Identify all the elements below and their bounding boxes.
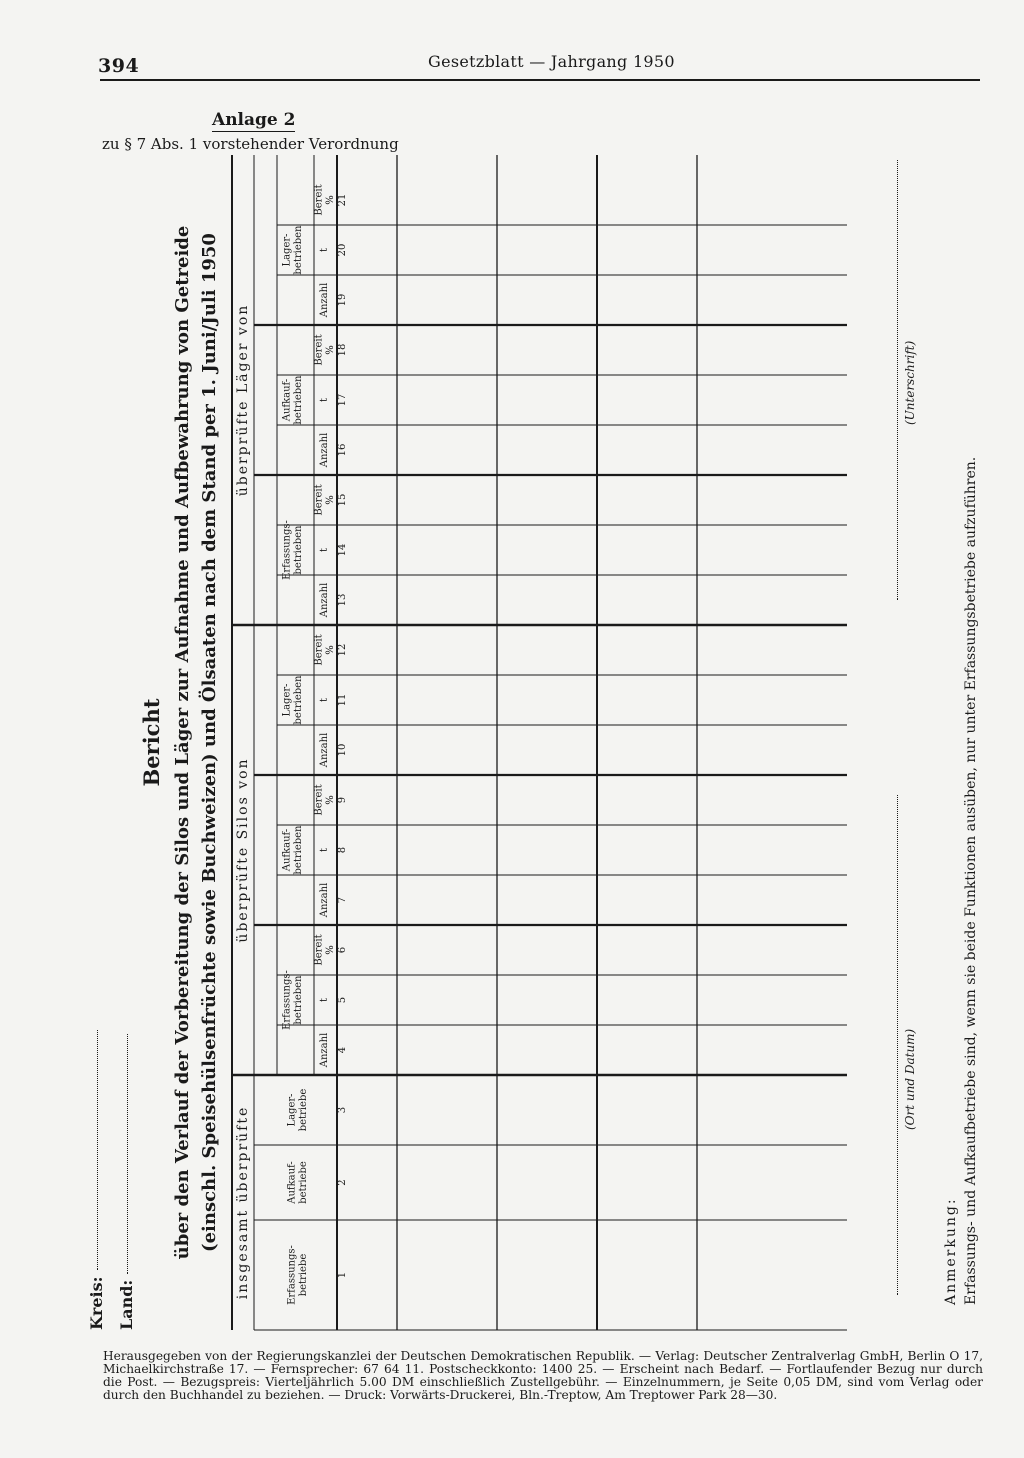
note-heading: Anmerkung: (943, 1197, 959, 1305)
column-number: 15 (337, 493, 348, 507)
column-number: 16 (337, 443, 348, 457)
column-number: 6 (337, 946, 348, 954)
subgroup-header: Erfassungs-betrieben (281, 970, 304, 1030)
running-head: Gesetzblatt — Jahrgang 1950 (428, 52, 675, 71)
column-number: 4 (337, 1046, 348, 1054)
group-header-silos: überprüfte Silos von (235, 757, 251, 943)
land-label: Land: (117, 1279, 136, 1330)
measure-header: t (319, 847, 330, 853)
measure-header: Bereit% (313, 934, 336, 966)
totals-column-header: Lager-betriebe (286, 1088, 309, 1132)
measure-header: t (319, 697, 330, 703)
column-number: 5 (337, 996, 348, 1004)
annex-title: Anlage 2 (212, 110, 296, 130)
form-title: Bericht (139, 698, 164, 787)
measure-header: Anzahl (319, 882, 330, 918)
measure-header: Anzahl (319, 732, 330, 768)
subgroup-header: Erfassungs-betrieben (281, 520, 304, 580)
page-number: 394 (98, 55, 140, 77)
signature-caption: (Unterschrift) (903, 340, 917, 425)
measure-header: t (319, 547, 330, 553)
report-form (87, 155, 997, 1330)
measure-header: Anzahl (319, 432, 330, 468)
column-number: 2 (337, 1179, 348, 1186)
measure-header: Bereit% (313, 334, 336, 366)
column-number: 21 (337, 193, 348, 207)
column-number: 20 (337, 243, 348, 257)
column-number: 11 (337, 693, 348, 707)
column-number: 13 (337, 593, 348, 607)
column-number: 1 (337, 1271, 348, 1279)
totals-column-header: Aufkauf-betriebe (286, 1161, 309, 1204)
signature-dotted-line (897, 160, 898, 600)
annex-reference: zu § 7 Abs. 1 vorstehender Verordnung (102, 135, 399, 153)
form-subtitle-line-1: über den Verlauf der Vorbereitung der Silos und Läger zur Aufnahme und Aufbewahrung von Getreide (172, 225, 193, 1260)
column-number: 18 (337, 343, 348, 357)
column-number: 14 (337, 543, 348, 557)
column-number: 12 (337, 643, 348, 657)
measure-header: Anzahl (319, 1032, 330, 1068)
column-number: 19 (337, 293, 348, 307)
measure-header: Anzahl (319, 582, 330, 618)
totals-column-header: Erfassungs-betriebe (286, 1245, 309, 1305)
column-number: 3 (337, 1106, 348, 1114)
measure-header: Bereit% (313, 634, 336, 666)
column-number: 7 (337, 896, 348, 904)
column-number: 17 (337, 393, 348, 407)
measure-header: t (319, 997, 330, 1003)
place-date-caption: (Ort und Datum) (903, 1028, 917, 1130)
measure-header: Anzahl (319, 282, 330, 318)
note-text: Erfassungs- und Aufkaufbetriebe sind, wenn sie beide Funktionen ausüben, nur unter Erfassungsbetriebe aufzuführen. (963, 456, 979, 1305)
report-table (87, 155, 847, 1330)
subgroup-header: Lager-betrieben (281, 225, 304, 275)
kreis-label: Kreis: (87, 1276, 106, 1330)
place-date-dotted-line (897, 795, 898, 1295)
measure-header: Bereit% (313, 484, 336, 516)
measure-header: Bereit% (313, 784, 336, 816)
group-header-laeger: überprüfte Läger von (235, 303, 251, 497)
header-rule (100, 79, 980, 81)
measure-header: Bereit% (313, 184, 336, 216)
imprint: Herausgegeben von der Regierungskanzlei der Deutschen Demokratischen Republik. — Verlag: Deutscher Zentralverlag GmbH, Berlin O 17, Michaelkirchstraße 17. — Fernsprecher: 67 64 11. Postscheckkonto: 1400 25. — Erscheint nach Bedarf. — Fortlaufender Bezug nur durch die Post. — Bezugspreis: Vierteljährlich 5.00 DM einschließlich Zustellgebühr. — Einzelnummern, je Seite 0,05 DM, sind vom Verlag oder durch den Buchhandel zu beziehen. — Druck: Vorwärts-Druckerei, Bln.-Treptow, Am Treptower Park 28—30. (103, 1349, 983, 1402)
column-number: 10 (337, 743, 348, 757)
column-number: 8 (337, 846, 348, 854)
measure-header: t (319, 397, 330, 403)
group-header-total: insgesamt überprüfte (235, 1105, 251, 1300)
subgroup-header: Lager-betrieben (281, 675, 304, 725)
measure-header: t (319, 247, 330, 253)
column-number: 9 (337, 796, 348, 804)
subgroup-header: Aufkauf-betrieben (281, 825, 304, 875)
subgroup-header: Aufkauf-betrieben (281, 375, 304, 425)
form-subtitle-line-2: (einschl. Speisehülsenfrüchte sowie Buchweizen) und Ölsaaten nach dem Stand per 1. Juni/Juli 1950 (199, 233, 220, 1252)
